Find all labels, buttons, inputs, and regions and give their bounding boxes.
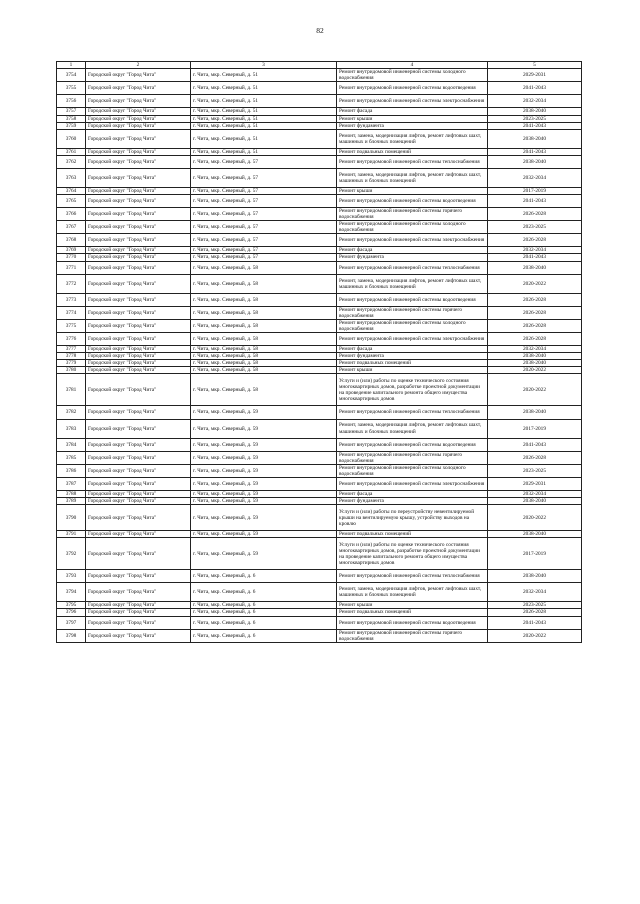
- address-cell: г. Чита, мкр. Северный, д. 6: [191, 616, 337, 629]
- address-cell: г. Чита, мкр. Северный, д. 59: [191, 531, 337, 538]
- address-cell: г. Чита, мкр. Северный, д. 58: [191, 333, 337, 346]
- table-row: [57, 451, 582, 464]
- work-type-cell: Ремонт фасада: [337, 491, 488, 498]
- work-type-cell: Ремонт внутридомовой инженерной системы водоотведения: [337, 616, 488, 629]
- address-cell: г. Чита, мкр. Северный, д. 57: [191, 208, 337, 221]
- address-cell: г. Чита, мкр. Северный, д. 6: [191, 602, 337, 609]
- row-number: 3761: [57, 148, 86, 155]
- work-type-cell: Ремонт внутридомовой инженерной системы водоотведения: [337, 438, 488, 451]
- table-row: [57, 491, 582, 498]
- address-cell: г. Чита, мкр. Северный, д. 51: [191, 129, 337, 148]
- work-type-cell: Ремонт фасада: [337, 346, 488, 353]
- table-row: [57, 419, 582, 438]
- municipality-cell: Городской округ "Город Чита": [86, 247, 191, 254]
- row-number: 3776: [57, 333, 86, 346]
- col-header-2: 2: [86, 62, 191, 69]
- municipality-cell: Городской округ "Город Чита": [86, 69, 191, 82]
- row-number: 3757: [57, 108, 86, 115]
- work-type-cell: Ремонт подвальных помещений: [337, 360, 488, 367]
- row-number: 3778: [57, 353, 86, 360]
- work-type-cell: Ремонт внутридомовой инженерной системы холодного водоснабжения: [337, 319, 488, 332]
- period-cell: 2032-2034: [488, 491, 582, 498]
- table-body: [57, 69, 582, 643]
- work-type-cell: Ремонт внутридомовой инженерной системы электроснабжения: [337, 333, 488, 346]
- row-number: 3754: [57, 69, 86, 82]
- period-cell: 2041-2043: [488, 148, 582, 155]
- municipality-cell: Городской округ "Город Чита": [86, 360, 191, 367]
- period-cell: 2041-2043: [488, 194, 582, 207]
- address-cell: г. Чита, мкр. Северный, д. 59: [191, 451, 337, 464]
- municipality-cell: Городской округ "Город Чита": [86, 419, 191, 438]
- row-number: 3791: [57, 531, 86, 538]
- col-header-4: 4: [337, 62, 488, 69]
- address-cell: г. Чита, мкр. Северный, д. 58: [191, 360, 337, 367]
- address-cell: г. Чита, мкр. Северный, д. 57: [191, 194, 337, 207]
- municipality-cell: Городской округ "Город Чита": [86, 108, 191, 115]
- period-cell: 2038-2040: [488, 353, 582, 360]
- work-type-cell: Ремонт, замена, модернизация лифтов, ремонт лифтовых шахт, машинных и блочных помещений: [337, 168, 488, 187]
- municipality-cell: Городской округ "Город Чита": [86, 367, 191, 374]
- address-cell: г. Чита, мкр. Северный, д. 51: [191, 69, 337, 82]
- table-row: [57, 477, 582, 490]
- municipality-cell: Городской округ "Город Чита": [86, 319, 191, 332]
- period-cell: 2032-2034: [488, 583, 582, 602]
- table-row: [57, 374, 582, 406]
- address-cell: г. Чита, мкр. Северный, д. 58: [191, 274, 337, 293]
- work-type-cell: Ремонт крыши: [337, 602, 488, 609]
- row-number: 3777: [57, 346, 86, 353]
- municipality-cell: Городской округ "Город Чита": [86, 187, 191, 194]
- municipality-cell: Городской округ "Город Чита": [86, 464, 191, 477]
- address-cell: г. Чита, мкр. Северный, д. 59: [191, 477, 337, 490]
- table-row: [57, 602, 582, 609]
- period-cell: 2026-2028: [488, 234, 582, 247]
- period-cell: 2029-2031: [488, 477, 582, 490]
- address-cell: г. Чита, мкр. Северный, д. 57: [191, 247, 337, 254]
- work-type-cell: Ремонт внутридомовой инженерной системы водоотведения: [337, 194, 488, 207]
- address-cell: г. Чита, мкр. Северный, д. 59: [191, 538, 337, 570]
- row-number: 3773: [57, 293, 86, 306]
- row-number: 3788: [57, 491, 86, 498]
- row-number: 3768: [57, 234, 86, 247]
- row-number: 3774: [57, 306, 86, 319]
- address-cell: г. Чита, мкр. Северный, д. 51: [191, 122, 337, 129]
- table-row: [57, 69, 582, 82]
- repair-schedule-table: [56, 61, 582, 643]
- work-type-cell: Ремонт, замена, модернизация лифтов, ремонт лифтовых шахт, машинных и блочных помещений: [337, 129, 488, 148]
- municipality-cell: Городской округ "Город Чита": [86, 609, 191, 616]
- period-cell: 2026-2028: [488, 293, 582, 306]
- table-row: [57, 538, 582, 570]
- row-number: 3756: [57, 95, 86, 108]
- work-type-cell: Ремонт внутридомовой инженерной системы горячего водоснабжения: [337, 306, 488, 319]
- address-cell: г. Чита, мкр. Северный, д. 58: [191, 261, 337, 274]
- row-number: 3769: [57, 247, 86, 254]
- work-type-cell: Ремонт внутридомовой инженерной системы водоотведения: [337, 293, 488, 306]
- row-number: 3782: [57, 406, 86, 419]
- address-cell: г. Чита, мкр. Северный, д. 59: [191, 438, 337, 451]
- municipality-cell: Городской округ "Город Чита": [86, 194, 191, 207]
- table-row: [57, 498, 582, 505]
- period-cell: 2020-2022: [488, 505, 582, 531]
- row-number: 3772: [57, 274, 86, 293]
- address-cell: г. Чита, мкр. Северный, д. 6: [191, 629, 337, 642]
- period-cell: 2041-2043: [488, 254, 582, 261]
- row-number: 3792: [57, 538, 86, 570]
- period-cell: 2041-2043: [488, 438, 582, 451]
- period-cell: 2023-2025: [488, 221, 582, 234]
- address-cell: г. Чита, мкр. Северный, д. 58: [191, 319, 337, 332]
- municipality-cell: Городской округ "Город Чита": [86, 498, 191, 505]
- col-header-1: 1: [57, 62, 86, 69]
- work-type-cell: Ремонт крыши: [337, 187, 488, 194]
- municipality-cell: Городской округ "Город Чита": [86, 95, 191, 108]
- municipality-cell: Городской округ "Город Чита": [86, 353, 191, 360]
- row-number: 3785: [57, 451, 86, 464]
- municipality-cell: Городской округ "Город Чита": [86, 531, 191, 538]
- address-cell: г. Чита, мкр. Северный, д. 58: [191, 374, 337, 406]
- table-row: [57, 129, 582, 148]
- address-cell: г. Чита, мкр. Северный, д. 57: [191, 221, 337, 234]
- municipality-cell: Городской округ "Город Чита": [86, 477, 191, 490]
- period-cell: 2026-2028: [488, 319, 582, 332]
- table-row: [57, 247, 582, 254]
- row-number: 3765: [57, 194, 86, 207]
- period-cell: 2038-2040: [488, 108, 582, 115]
- row-number: 3793: [57, 570, 86, 583]
- municipality-cell: Городской округ "Город Чита": [86, 583, 191, 602]
- period-cell: 2020-2022: [488, 274, 582, 293]
- period-cell: 2038-2040: [488, 570, 582, 583]
- address-cell: г. Чита, мкр. Северный, д. 6: [191, 570, 337, 583]
- address-cell: г. Чита, мкр. Северный, д. 57: [191, 155, 337, 168]
- row-number: 3767: [57, 221, 86, 234]
- table-row: [57, 293, 582, 306]
- table-row: [57, 353, 582, 360]
- period-cell: 2020-2022: [488, 367, 582, 374]
- row-number: 3798: [57, 629, 86, 642]
- row-number: 3775: [57, 319, 86, 332]
- work-type-cell: Ремонт внутридомовой инженерной системы горячего водоснабжения: [337, 208, 488, 221]
- row-number: 3794: [57, 583, 86, 602]
- address-cell: г. Чита, мкр. Северный, д. 57: [191, 254, 337, 261]
- table-row: [57, 570, 582, 583]
- row-number: 3795: [57, 602, 86, 609]
- period-cell: 2032-2034: [488, 95, 582, 108]
- address-cell: г. Чита, мкр. Северный, д. 59: [191, 505, 337, 531]
- row-number: 3770: [57, 254, 86, 261]
- address-cell: г. Чита, мкр. Северный, д. 51: [191, 115, 337, 122]
- municipality-cell: Городской округ "Город Чита": [86, 122, 191, 129]
- period-cell: 2029-2031: [488, 69, 582, 82]
- work-type-cell: Услуги и (или) работы по переустройству невентилируемой крыши на вентилируемую крышу, устройству выходов на кровлю: [337, 505, 488, 531]
- municipality-cell: Городской округ "Город Чита": [86, 274, 191, 293]
- table-row: [57, 108, 582, 115]
- period-cell: 2026-2028: [488, 609, 582, 616]
- municipality-cell: Городской округ "Город Чита": [86, 451, 191, 464]
- municipality-cell: Городской округ "Город Чита": [86, 254, 191, 261]
- municipality-cell: Городской округ "Город Чита": [86, 438, 191, 451]
- row-number: 3784: [57, 438, 86, 451]
- work-type-cell: Ремонт внутридомовой инженерной системы электроснабжения: [337, 95, 488, 108]
- address-cell: г. Чита, мкр. Северный, д. 51: [191, 82, 337, 95]
- period-cell: 2023-2025: [488, 464, 582, 477]
- period-cell: 2023-2025: [488, 602, 582, 609]
- row-number: 3790: [57, 505, 86, 531]
- work-type-cell: Ремонт внутридомовой инженерной системы горячего водоснабжения: [337, 629, 488, 642]
- table-row: [57, 505, 582, 531]
- work-type-cell: Ремонт внутридомовой инженерной системы теплоснабжения: [337, 406, 488, 419]
- table-row: [57, 319, 582, 332]
- table-row: [57, 122, 582, 129]
- table-row: [57, 95, 582, 108]
- address-cell: г. Чита, мкр. Северный, д. 58: [191, 306, 337, 319]
- work-type-cell: Ремонт, замена, модернизация лифтов, ремонт лифтовых шахт, машинных и блочных помещений: [337, 419, 488, 438]
- period-cell: 2038-2040: [488, 406, 582, 419]
- row-number: 3797: [57, 616, 86, 629]
- address-cell: г. Чита, мкр. Северный, д. 59: [191, 406, 337, 419]
- table-row: [57, 187, 582, 194]
- row-number: 3762: [57, 155, 86, 168]
- row-number: 3759: [57, 122, 86, 129]
- table-row: [57, 155, 582, 168]
- address-cell: г. Чита, мкр. Северный, д. 58: [191, 346, 337, 353]
- table-row: [57, 194, 582, 207]
- row-number: 3783: [57, 419, 86, 438]
- table-row: [57, 406, 582, 419]
- row-number: 3786: [57, 464, 86, 477]
- municipality-cell: Городской округ "Город Чита": [86, 155, 191, 168]
- period-cell: 2038-2040: [488, 360, 582, 367]
- municipality-cell: Городской округ "Город Чита": [86, 234, 191, 247]
- header-row: [57, 62, 582, 69]
- table-row: [57, 531, 582, 538]
- period-cell: 2038-2040: [488, 261, 582, 274]
- row-number: 3764: [57, 187, 86, 194]
- period-cell: 2026-2028: [488, 306, 582, 319]
- col-header-3: 3: [191, 62, 337, 69]
- row-number: 3787: [57, 477, 86, 490]
- work-type-cell: Ремонт фасада: [337, 247, 488, 254]
- municipality-cell: Городской округ "Город Чита": [86, 406, 191, 419]
- period-cell: 2038-2040: [488, 129, 582, 148]
- work-type-cell: Ремонт внутридомовой инженерной системы горячего водоснабжения: [337, 451, 488, 464]
- address-cell: г. Чита, мкр. Северный, д. 51: [191, 108, 337, 115]
- row-number: 3796: [57, 609, 86, 616]
- period-cell: 2023-2025: [488, 115, 582, 122]
- period-cell: 2017-2019: [488, 538, 582, 570]
- work-type-cell: Ремонт фундамента: [337, 353, 488, 360]
- municipality-cell: Городской округ "Город Чита": [86, 221, 191, 234]
- table-row: [57, 629, 582, 642]
- row-number: 3780: [57, 367, 86, 374]
- period-cell: 2017-2019: [488, 419, 582, 438]
- work-type-cell: Ремонт подвальных помещений: [337, 531, 488, 538]
- work-type-cell: Ремонт фасада: [337, 108, 488, 115]
- period-cell: 2038-2040: [488, 498, 582, 505]
- period-cell: 2038-2040: [488, 155, 582, 168]
- table-row: [57, 274, 582, 293]
- municipality-cell: Городской округ "Город Чита": [86, 168, 191, 187]
- address-cell: г. Чита, мкр. Северный, д. 6: [191, 583, 337, 602]
- row-number: 3779: [57, 360, 86, 367]
- period-cell: 2032-2034: [488, 168, 582, 187]
- period-cell: 2041-2043: [488, 82, 582, 95]
- address-cell: г. Чита, мкр. Северный, д. 51: [191, 148, 337, 155]
- row-number: 3760: [57, 129, 86, 148]
- work-type-cell: Ремонт, замена, модернизация лифтов, ремонт лифтовых шахт, машинных и блочных помещений: [337, 274, 488, 293]
- period-cell: 2026-2028: [488, 333, 582, 346]
- municipality-cell: Городской округ "Город Чита": [86, 616, 191, 629]
- table-row: [57, 616, 582, 629]
- municipality-cell: Городской округ "Город Чита": [86, 570, 191, 583]
- address-cell: г. Чита, мкр. Северный, д. 58: [191, 353, 337, 360]
- work-type-cell: Услуги и (или) работы по оценке технического состояния многоквартирных домов, разработке проектной документации на проведение капитального ремонта общего имущества многоквартирных домов: [337, 538, 488, 570]
- table-row: [57, 115, 582, 122]
- period-cell: 2038-2040: [488, 531, 582, 538]
- row-number: 3789: [57, 498, 86, 505]
- row-number: 3771: [57, 261, 86, 274]
- table-row: [57, 208, 582, 221]
- work-type-cell: Ремонт крыши: [337, 115, 488, 122]
- table-row: [57, 306, 582, 319]
- period-cell: 2026-2028: [488, 451, 582, 464]
- table-row: [57, 254, 582, 261]
- period-cell: 2017-2019: [488, 187, 582, 194]
- address-cell: г. Чита, мкр. Северный, д. 6: [191, 609, 337, 616]
- page-number: 82: [316, 26, 324, 35]
- period-cell: 2032-2034: [488, 247, 582, 254]
- period-cell: 2020-2022: [488, 374, 582, 406]
- work-type-cell: Ремонт фундамента: [337, 122, 488, 129]
- work-type-cell: Ремонт, замена, модернизация лифтов, ремонт лифтовых шахт, машинных и блочных помещений: [337, 583, 488, 602]
- work-type-cell: Ремонт внутридомовой инженерной системы холодного водоснабжения: [337, 221, 488, 234]
- row-number: 3755: [57, 82, 86, 95]
- period-cell: 2020-2022: [488, 629, 582, 642]
- address-cell: г. Чита, мкр. Северный, д. 59: [191, 419, 337, 438]
- municipality-cell: Городской округ "Город Чита": [86, 538, 191, 570]
- table-row: [57, 168, 582, 187]
- municipality-cell: Городской округ "Город Чита": [86, 208, 191, 221]
- table-row: [57, 464, 582, 477]
- address-cell: г. Чита, мкр. Северный, д. 59: [191, 498, 337, 505]
- period-cell: 2032-2034: [488, 346, 582, 353]
- municipality-cell: Городской округ "Город Чита": [86, 129, 191, 148]
- address-cell: г. Чита, мкр. Северный, д. 57: [191, 234, 337, 247]
- municipality-cell: Городской округ "Город Чита": [86, 374, 191, 406]
- work-type-cell: Ремонт фундамента: [337, 254, 488, 261]
- row-number: 3758: [57, 115, 86, 122]
- table-row: [57, 221, 582, 234]
- work-type-cell: Ремонт внутридомовой инженерной системы теплоснабжения: [337, 261, 488, 274]
- table-row: [57, 583, 582, 602]
- col-header-5: 5: [488, 62, 582, 69]
- period-cell: 2041-2043: [488, 122, 582, 129]
- municipality-cell: Городской округ "Город Чита": [86, 261, 191, 274]
- address-cell: г. Чита, мкр. Северный, д. 59: [191, 464, 337, 477]
- period-cell: 2026-2028: [488, 208, 582, 221]
- municipality-cell: Городской округ "Город Чита": [86, 491, 191, 498]
- row-number: 3766: [57, 208, 86, 221]
- row-number: 3763: [57, 168, 86, 187]
- work-type-cell: Ремонт внутридомовой инженерной системы электроснабжения: [337, 234, 488, 247]
- table-row: [57, 346, 582, 353]
- work-type-cell: Ремонт фундамента: [337, 498, 488, 505]
- period-cell: 2041-2043: [488, 616, 582, 629]
- table-row: [57, 148, 582, 155]
- table-row: [57, 333, 582, 346]
- table-row: [57, 360, 582, 367]
- work-type-cell: Ремонт внутридомовой инженерной системы теплоснабжения: [337, 570, 488, 583]
- municipality-cell: Городской округ "Город Чита": [86, 333, 191, 346]
- table-row: [57, 609, 582, 616]
- address-cell: г. Чита, мкр. Северный, д. 51: [191, 95, 337, 108]
- table-row: [57, 367, 582, 374]
- table-row: [57, 261, 582, 274]
- address-cell: г. Чита, мкр. Северный, д. 58: [191, 293, 337, 306]
- work-type-cell: Ремонт внутридомовой инженерной системы теплоснабжения: [337, 155, 488, 168]
- table-row: [57, 82, 582, 95]
- municipality-cell: Городской округ "Город Чита": [86, 293, 191, 306]
- row-number: 3781: [57, 374, 86, 406]
- work-type-cell: Ремонт внутридомовой инженерной системы водоотведения: [337, 82, 488, 95]
- municipality-cell: Городской округ "Город Чита": [86, 148, 191, 155]
- table-row: [57, 234, 582, 247]
- work-type-cell: Ремонт внутридомовой инженерной системы холодного водоснабжения: [337, 464, 488, 477]
- work-type-cell: Ремонт подвальных помещений: [337, 148, 488, 155]
- table-row: [57, 438, 582, 451]
- work-type-cell: Ремонт внутридомовой инженерной системы холодного водоснабжения: [337, 69, 488, 82]
- work-type-cell: Ремонт внутридомовой инженерной системы электроснабжения: [337, 477, 488, 490]
- municipality-cell: Городской округ "Город Чита": [86, 306, 191, 319]
- municipality-cell: Городской округ "Город Чита": [86, 82, 191, 95]
- municipality-cell: Городской округ "Город Чита": [86, 629, 191, 642]
- address-cell: г. Чита, мкр. Северный, д. 57: [191, 187, 337, 194]
- work-type-cell: Услуги и (или) работы по оценке технического состояния многоквартирных домов, разработке проектной документации на проведение капитального ремонта общего имущества многоквартирных домов: [337, 374, 488, 406]
- municipality-cell: Городской округ "Город Чита": [86, 346, 191, 353]
- municipality-cell: Городской округ "Город Чита": [86, 602, 191, 609]
- municipality-cell: Городской округ "Город Чита": [86, 115, 191, 122]
- address-cell: г. Чита, мкр. Северный, д. 58: [191, 367, 337, 374]
- address-cell: г. Чита, мкр. Северный, д. 59: [191, 491, 337, 498]
- work-type-cell: Ремонт подвальных помещений: [337, 609, 488, 616]
- work-type-cell: Ремонт крыши: [337, 367, 488, 374]
- address-cell: г. Чита, мкр. Северный, д. 57: [191, 168, 337, 187]
- municipality-cell: Городской округ "Город Чита": [86, 505, 191, 531]
